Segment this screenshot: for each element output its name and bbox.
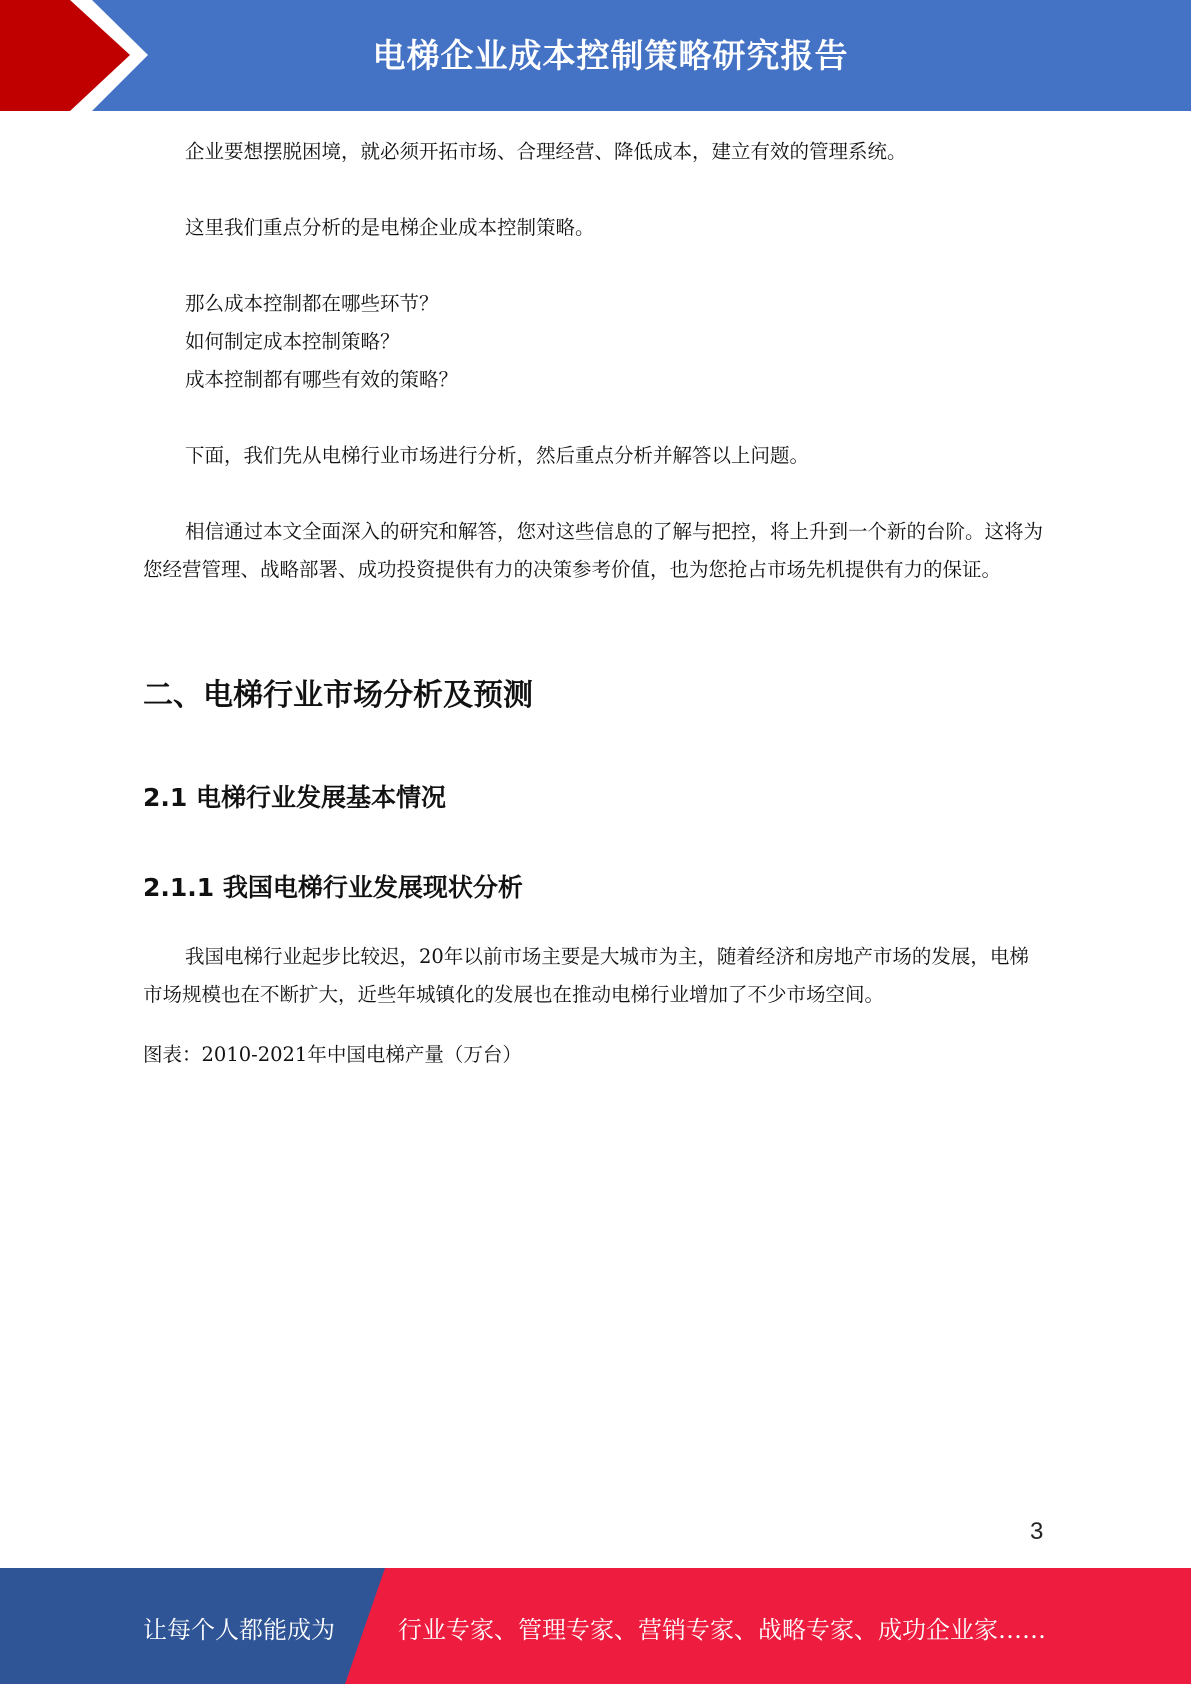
question-2: 如何制定成本控制策略？ (185, 330, 400, 353)
report-title: 电梯企业成本控制策略研究报告 (372, 36, 849, 75)
paragraph-focus: 这里我们重点分析的是电梯企业成本控制策略。 (185, 216, 595, 239)
subsection-heading: 2.1 电梯行业发展基本情况 (143, 783, 446, 812)
paragraph-value: 相信通过本文全面深入的研究和解答，您对这些信息的了解与把控，将上升到一个新的台阶。这将为您经营管理、战略部署、成功投资提供有力的决策参考价值，也为您抢占市场先机提供有力的保证。 (143, 520, 1044, 581)
figure-caption: 图表：2010-2021年中国电梯产量（万台） (143, 1043, 522, 1066)
page-footer (0, 1568, 1191, 1684)
footer-slogan-left: 让每个人都能成为 (143, 1616, 335, 1644)
paragraph-industry: 我国电梯行业起步比较迟，20年以前市场主要是大城市为主，随着经济和房地产市场的发展，电梯市场规模也在不断扩大，近些年城镇化的发展也在推动电梯行业增加了不少市场空间。 (143, 945, 1029, 1006)
sub-subsection-heading: 2.1.1 我国电梯行业发展现状分析 (143, 873, 523, 902)
paragraph-intro: 企业要想摆脱困境，就必须开拓市场、合理经营、降低成本，建立有效的管理系统。 (185, 140, 907, 163)
footer-slogan-right: 行业专家、管理专家、营销专家、战略专家、成功企业家…… (398, 1616, 1046, 1644)
section-heading: 二、电梯行业市场分析及预测 (143, 678, 533, 713)
paragraph-next: 下面，我们先从电梯行业市场进行分析，然后重点分析并解答以上问题。 (185, 444, 810, 467)
question-3: 成本控制都有哪些有效的策略？ (185, 368, 459, 391)
page-number: 3 (1030, 1518, 1044, 1545)
page-header (0, 0, 1191, 111)
question-1: 那么成本控制都在哪些环节？ (185, 292, 439, 315)
